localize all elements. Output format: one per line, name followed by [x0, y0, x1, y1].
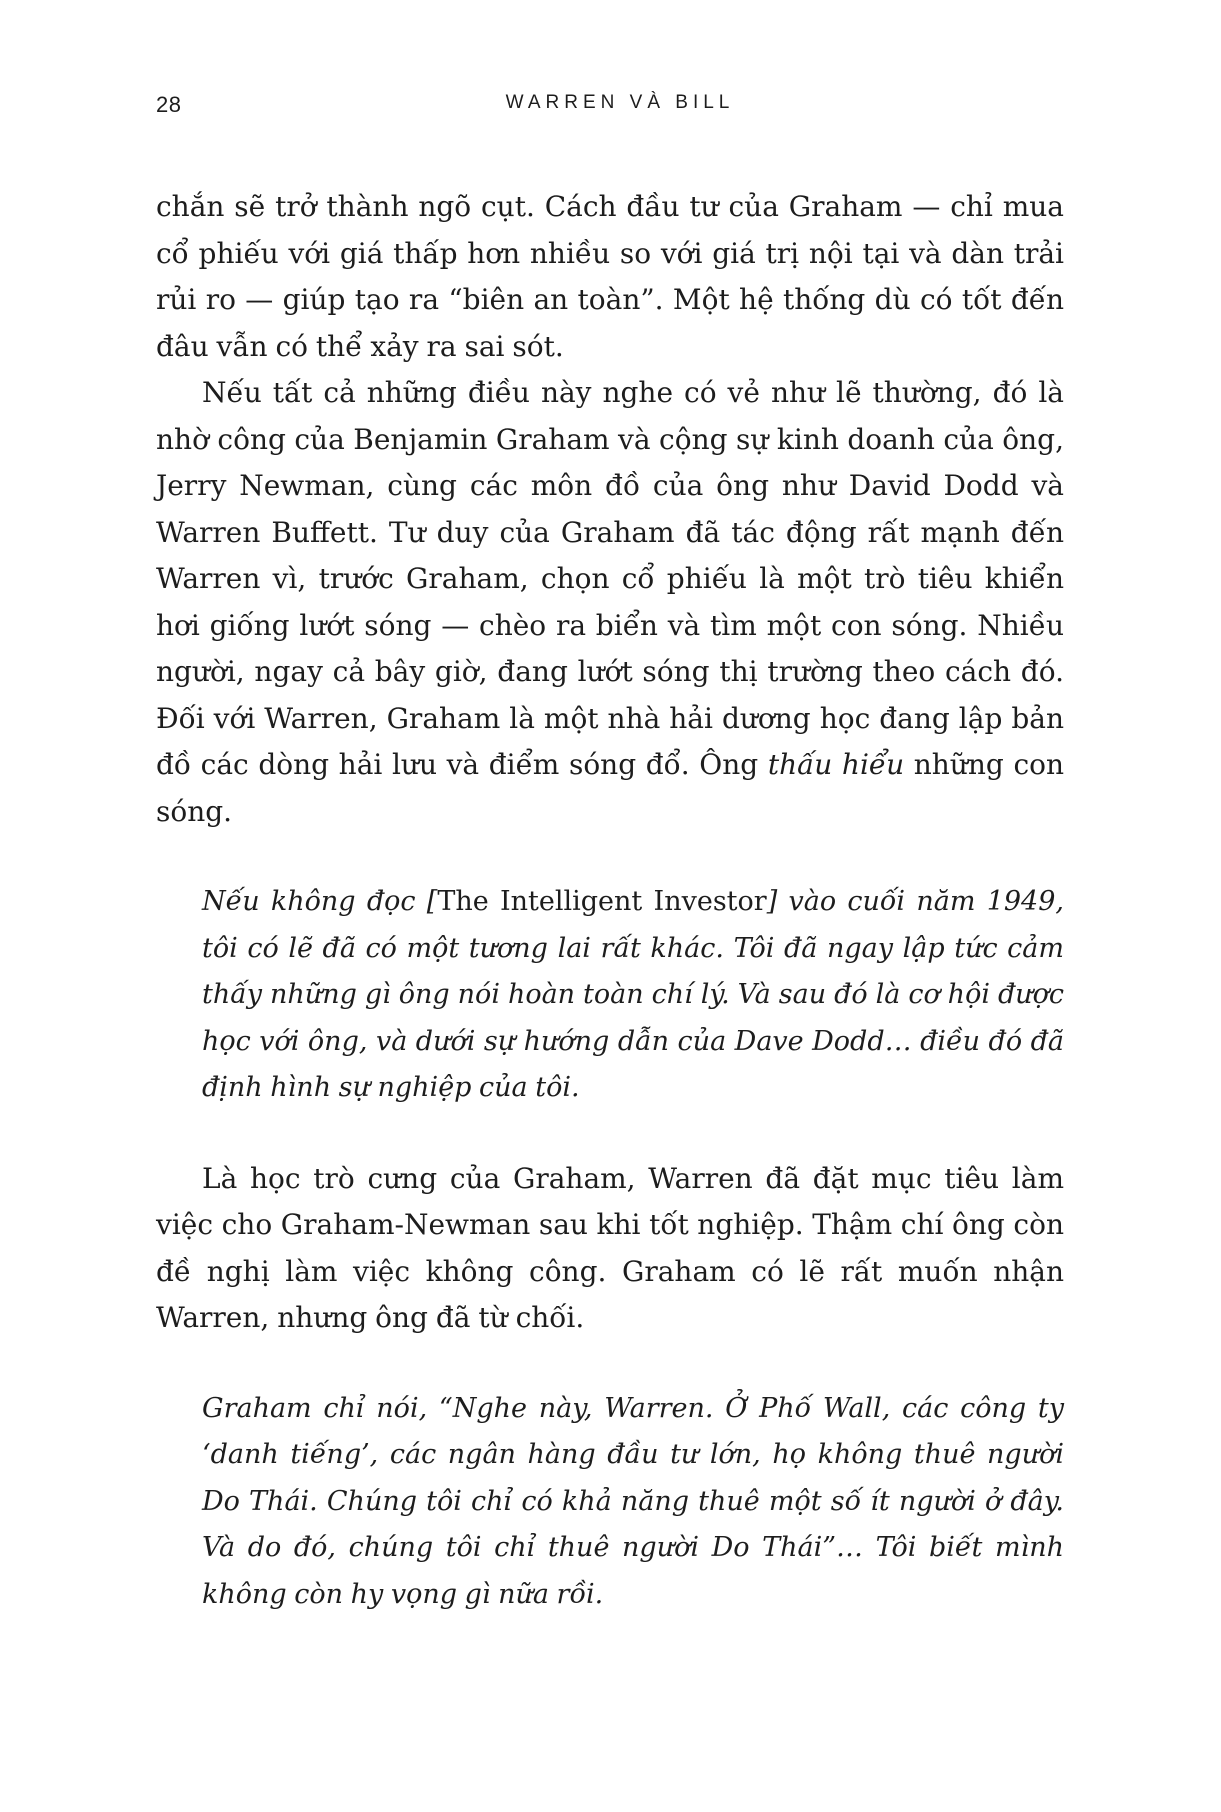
- paragraph-1: chắn sẽ trở thành ngõ cụt. Cách đầu tư của Graham — chỉ mua cổ phiếu với giá thấp hơn nhiều so với giá trị nội tại và dàn trải rủi ro — giúp tạo ra “biên an toàn”. Một hệ thống dù có tốt đến đâu vẫn có thể xảy ra sai sót.: [156, 190, 1064, 363]
- page-body: [156, 184, 1064, 1618]
- quote-1-end: ] vào cuối năm 1949, tôi có lẽ đã có một tương lai rất khác. Tôi đã ngay lập tức cảm thấy những gì ông nói hoàn toàn chí lý. Và sau đó là cơ hội được học với ông, và dưới sự hướng dẫn của Dave Dodd… điều đó đã định hình sự nghiệp của tôi.: [202, 886, 1064, 1103]
- spacer: [156, 835, 1064, 879]
- block-quote-1: [156, 879, 1064, 1112]
- page-number: 28: [156, 92, 182, 117]
- spacer: [156, 1112, 1064, 1156]
- spacer: [156, 1342, 1064, 1386]
- block-quote-2: Graham chỉ nói, “Nghe này, Warren. Ở Phố Wall, các công ty ‘danh tiếng’, các ngân hàng đầu tư lớn, họ không thuê người Do Thái. Chúng tôi chỉ có khả năng thuê một số ít người ở đây. Và do đó, chúng tôi chỉ thuê người Do Thái”… Tôi biết mình không còn hy vọng gì nữa rồi.: [202, 1392, 1064, 1610]
- paragraph-2-end: những con sóng.: [156, 748, 1065, 828]
- paragraph-2-emphasis: thấu hiểu: [767, 748, 905, 781]
- paragraph-2-text: Nếu tất cả những điều này nghe có vẻ như lẽ thường, đó là nhờ công của Benjamin Graham và cộng sự kinh doanh của ông, Jerry Newman, cùng các môn đồ của ông như David Dodd và Warren Buffett. Tư duy của Graham đã tác động rất mạnh đến Warren vì, trước Graham, chọn cổ phiếu là một trò tiêu khiển hơi giống lướt sóng — chèo ra biển và tìm một con sóng. Nhiều người, ngay cả bây giờ, đang lướt sóng thị trường theo cách đó. Đối với Warren, Graham là một nhà hải dương học đang lập bản đồ các dòng hải lưu và điểm sóng đổ. Ông: [156, 376, 1064, 781]
- quote-1-start: Nếu không đọc [: [202, 886, 438, 917]
- running-title: WARREN VÀ BILL: [505, 92, 735, 113]
- page-header: [156, 92, 1064, 128]
- paragraph-2: [156, 370, 1064, 835]
- quote-1-book-title: The Intelligent Investor: [437, 886, 767, 917]
- paragraph-3: Là học trò cưng của Graham, Warren đã đặt mục tiêu làm việc cho Graham-Newman sau khi tốt nghiệp. Thậm chí ông còn đề nghị làm việc không công. Graham có lẽ rất muốn nhận Warren, nhưng ông đã từ chối.: [156, 1161, 1064, 1334]
